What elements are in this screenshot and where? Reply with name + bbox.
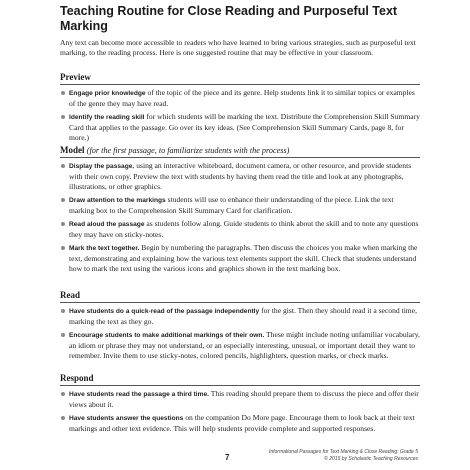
- section-heading-preview: [60, 72, 420, 83]
- list-item: Draw attention to the markings students will use to enhance their understanding of the piece. Link the text marking box to the Comprehension Skill Summary Card for clarification.: [60, 195, 420, 216]
- footer-line: © 2015 by Scholastic Teaching Resources: [324, 455, 418, 462]
- bullet-icon: [61, 91, 65, 95]
- list-item: Display the passage, using an interactive whiteboard, document camera, or other resource, and provide students with their own copy. Preview the text with students by having them read the title and look at any photographs, illustrations, or other graphics.: [60, 161, 420, 192]
- list-item: Engage prior knowledge of the topic of the piece and its genre. Help students link it to similar topics or examples of the genre they may have read.: [60, 88, 420, 109]
- section-subtitle: (for the first passage, to familiarize students with the process): [86, 146, 290, 155]
- bullet-icon: [61, 309, 65, 313]
- bullet-icon: [61, 115, 65, 119]
- list-item: Have students do a quick-read of the passage independently for the gist. Then they should read it a second time, marking the text as they go.: [60, 306, 420, 327]
- footer-credit: [269, 449, 418, 462]
- bullet-icon: [61, 198, 65, 202]
- bullet-icon: [61, 333, 65, 337]
- section-title: Model: [60, 145, 85, 155]
- respond-list: [60, 389, 420, 437]
- section-title: Respond: [60, 373, 94, 383]
- bullet-icon: [61, 416, 65, 420]
- section-title: Preview: [60, 72, 91, 82]
- page-number: 7: [225, 453, 230, 462]
- section-title: Read: [60, 290, 80, 300]
- list-item: Have students answer the questions on the companion Do More page. Encourage them to look back at their text markings and other text evidence. This will help students provide complete and supported responses.: [60, 413, 420, 434]
- list-item: Mark the text together. Begin by numbering the paragraphs. Then discuss the choices you make when marking the text, demonstrating and explaining how the various text elements support the skill. Check that students understand how to mark the text using the various icons and graphics shown in the text marking box.: [60, 243, 420, 274]
- intro-paragraph: Any text can become more accessible to readers who have learned to bring various strategies, such as purposeful text marking, to the reading process. Here is one suggested routine that may be effective in your classroom.: [60, 38, 416, 57]
- preview-list: [60, 88, 420, 146]
- section-divider: [60, 157, 420, 158]
- section-heading-respond: [60, 373, 420, 384]
- footer-line: Informational Passages for Text Marking & Close Reading: Grade 5: [268, 449, 418, 455]
- list-item: Read aloud the passage as students follow along. Guide students to think about the skill and to note any questions they may have on sticky-notes.: [60, 219, 420, 240]
- section-divider: [60, 385, 420, 386]
- section-divider: [60, 84, 420, 85]
- list-item: Identify the reading skill for which students will be marking the text. Distribute the Comprehension Skill Summary Card that applies to the passage. Go over its key ideas. (See Comprehension Skill Summary Cards, page 8, for more.): [60, 112, 420, 143]
- bullet-icon: [61, 246, 65, 250]
- list-item: Encourage students to make additional markings of their own. These might include noting unfamiliar vocabulary, an idiom or phrase they may not understand, or an especially interesting, unusual, or important detail they want to remember. Invite them to use sticky-notes, colored pencils, highlighters, question marks, or check marks.: [60, 330, 420, 361]
- bullet-icon: [61, 392, 65, 396]
- list-item: Have students read the passage a third time. This reading should prepare them to discuss the piece and offer their views about it.: [60, 389, 420, 410]
- read-list: [60, 306, 420, 364]
- bullet-icon: [61, 164, 65, 168]
- model-list: [60, 161, 420, 277]
- section-heading-model: [60, 145, 420, 156]
- section-divider: [60, 302, 420, 303]
- section-heading-read: [60, 290, 420, 301]
- page-title: Teaching Routine for Close Reading and Purposeful Text Marking: [60, 4, 398, 33]
- bullet-icon: [61, 222, 65, 226]
